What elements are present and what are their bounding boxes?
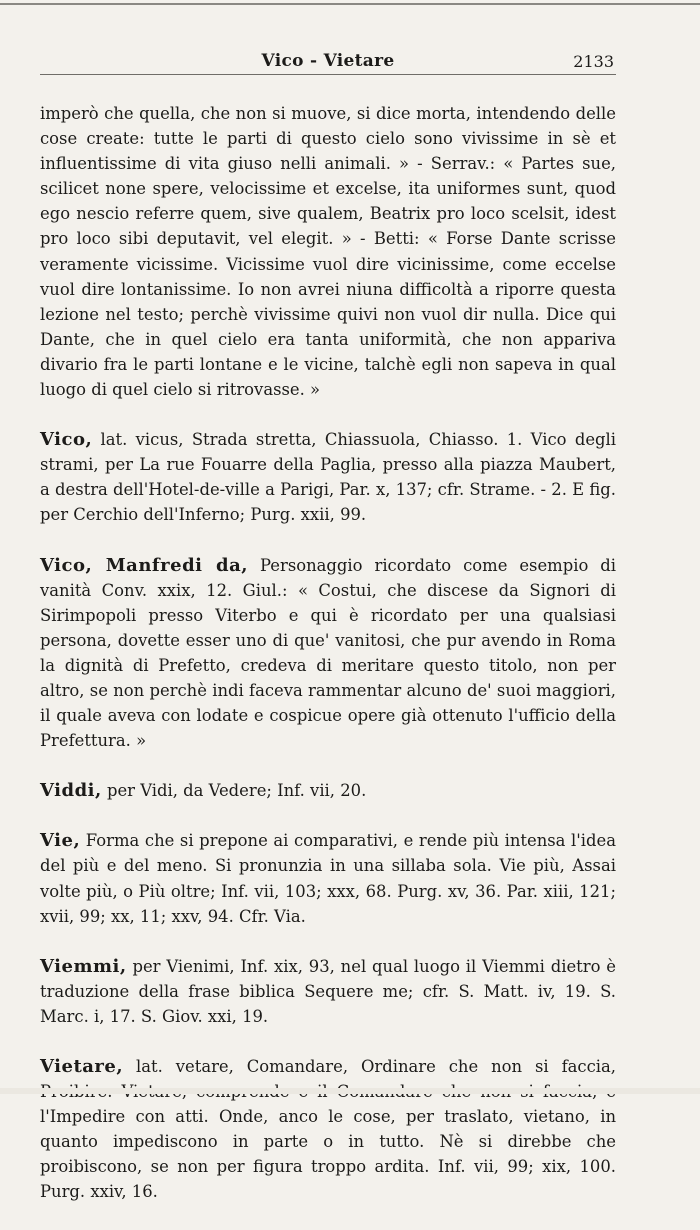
continuation-paragraph: imperò che quella, che non si muove, si dice morta, intendendo delle cose create: tutte le parti di questo cielo sono vivissime in sè et influentissime di vita giuso nelli animali. » - Serrav.: « Partes sue, scilicet none spere, velocissime et excelse, ita uniformes sunt, quod ego nescio referre quem, sive qualem, Beatrix pro loco scelsit, idest pro loco sibi deputavit, vel elegit. » - Betti: « Forse Dante scrisse veramente vicissime. Vicissime vuol dire vicinissime, come eccelse vuol dire lontanissime. Io non avrei niuna difficoltà a riporre questa lezione nel testo; perchè vivissime quivi non vuol dir nulla. Dice qui Dante, che in quel cielo era tanta uniformità, che non appariva divario fra le parti lontane e le vicine, talchè egli non sapeva in qual luogo di quel cielo si ritrovasse. » [40,104,616,400]
entry-text: Personaggio ricordato come esempio di vanità Conv. xxix, 12. Giul.: « Costui, che discese da Signori di Sirimpopoli presso Viterbo e qui è ricordato per una qualsiasi persona, dovette esser uno di que' vanitosi, che pur avendo in Roma la dignità di Prefetto, credeva di meritare questo titolo, non per altro, se non perchè indi faceva rammentar alcuno de' suoi maggiori, il quale aveva con lodate e cospicue opere già ottenuto l'ufficio della Prefettura. » [40,555,617,751]
entry-vie [40,828,616,928]
entry-vietare [40,1054,616,1205]
page-title: Vico - Vietare [261,51,395,71]
entry-vico [40,427,616,527]
entry-text: lat. vetare, Comandare, Ordinare che non si faccia, l'Impedire con atti. Onde, anco le cose, per traslato, vietano, in quanto impediscono in parte o in tutto. Nè si direbbe che proibiscono, se non per figura troppo ardita. Inf. vii, 99; xix, 100. Purg. xxiv, 16. [40,1057,616,1202]
entry-text: per Vidi, da Vedere; Inf. vii, 20. [101,781,367,801]
headword: Vietare, [40,1056,124,1077]
entry-viemmi [40,954,616,1029]
entry-text: Forma che si prepone ai comparativi, e rende più intensa l'idea del più e del meno. Si pronunzia in una sillaba sola. Vie più, Assai volte più, o Più oltre; Inf. vii, 103; xxx, 68. Purg. xv, 36. Par. xiii, 121; xvii, 99; xx, 11; xxv, 94. Cfr. Via. [40,831,616,926]
dictionary-page [40,44,616,1230]
headword: Vico, [40,429,93,451]
headword: Vico, Manfredi da, [40,554,249,576]
page-number: 2133 [573,52,614,71]
bottom-edge-shade [0,1088,700,1094]
headword: Viemmi, [40,955,127,977]
entry-text: lat. vicus, Strada stretta, Chiassuola, Chiasso. 1. Vico degli strami, per La rue Fouarre della Paglia, presso alla piazza Maubert, a destra dell'Hotel-de-ville a Parigi, Par. x, 137; cfr. Strame. - 2. E fig. per Cerchio dell'Inferno; Purg. xxii, 99. [40,430,616,525]
page-body [40,101,616,1205]
top-edge-rule [0,0,700,8]
headword: Vie, [40,830,81,852]
entry-text: per Vienimi, Inf. xix, 93, nel qual luogo il Viemmi dietro è traduzione della frase biblica Sequere me; cfr. S. Matt. iv, 19. S. Marc. i, 17. S. Giov. xxi, 19. [40,956,616,1026]
entry-viddi [40,778,616,803]
entry-vico-manfredi [40,553,616,754]
headword: Viddi, [40,780,102,802]
running-header [40,44,616,75]
